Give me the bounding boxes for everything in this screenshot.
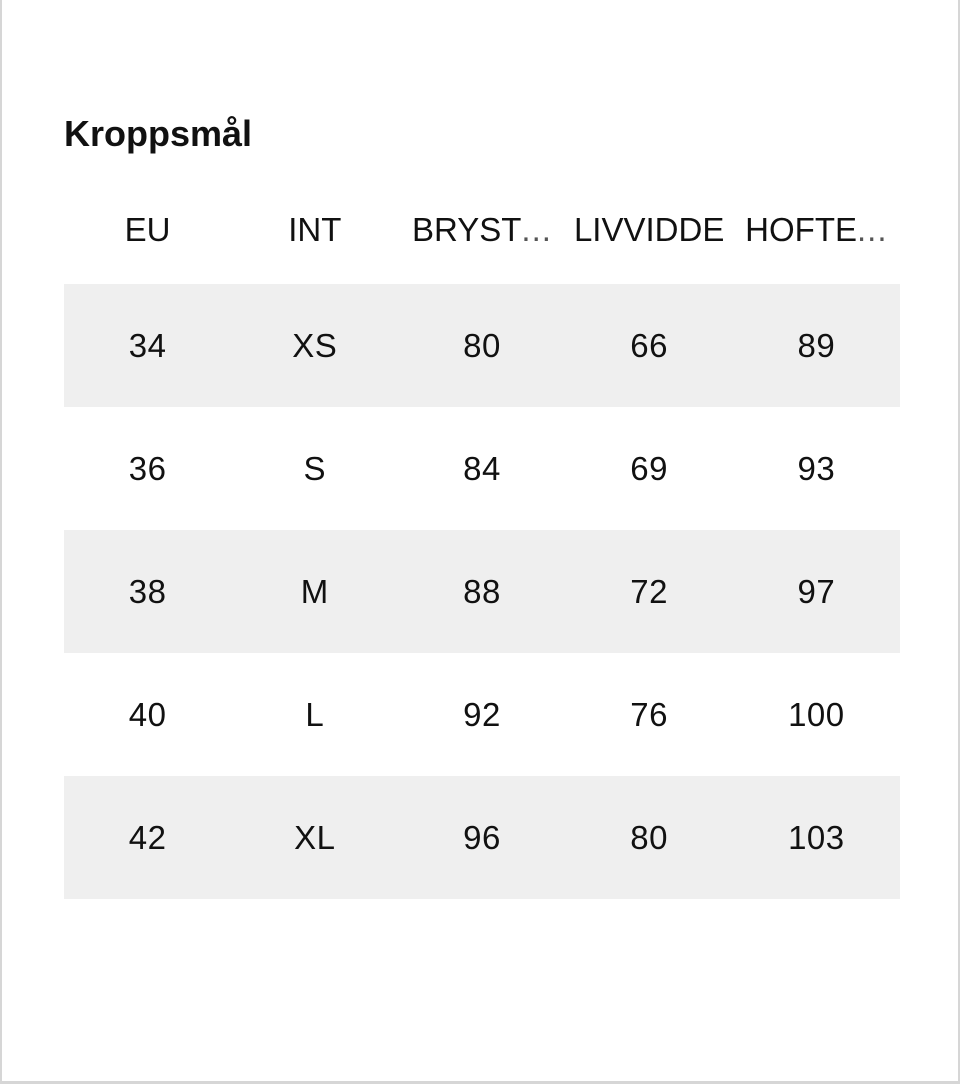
- cell-hofte: 100: [788, 695, 845, 733]
- header-bryst: [398, 190, 565, 250]
- table-row: [64, 530, 900, 653]
- header-bryst-label: BRYST: [411, 211, 522, 248]
- header-livvidde: LIVVIDDE: [573, 211, 725, 248]
- header-hofte: [733, 190, 900, 250]
- cell-int: M: [300, 572, 329, 610]
- cell-eu: 34: [128, 326, 167, 364]
- cell-livvidde: 66: [630, 326, 669, 364]
- cell-bryst: 96: [463, 818, 501, 856]
- table-row: [64, 653, 900, 776]
- cell-int: XS: [292, 326, 338, 364]
- table-row: [64, 284, 900, 407]
- cell-int: L: [305, 695, 325, 733]
- cell-livvidde: 76: [630, 695, 669, 733]
- table-row: [64, 776, 900, 899]
- cell-hofte: 103: [788, 818, 845, 856]
- cell-bryst: 84: [463, 449, 501, 487]
- cell-int: S: [303, 449, 327, 487]
- cell-hofte: 97: [797, 572, 836, 610]
- header-hofte-label: HOFTE: [745, 211, 857, 248]
- header-eu: EU: [124, 211, 171, 248]
- cell-eu: 42: [128, 818, 167, 856]
- header-int: INT: [288, 211, 342, 248]
- cell-livvidde: 72: [630, 572, 669, 610]
- header-hofte-ellipsis: ...: [857, 211, 888, 248]
- cell-hofte: 89: [797, 326, 836, 364]
- cell-bryst: 88: [463, 572, 501, 610]
- cell-hofte: 93: [797, 449, 836, 487]
- cell-livvidde: 80: [630, 818, 669, 856]
- page-title: Kroppsmål: [64, 113, 253, 154]
- cell-bryst: 80: [463, 326, 501, 364]
- cell-eu: 38: [128, 572, 167, 610]
- cell-eu: 36: [128, 449, 167, 487]
- cell-livvidde: 69: [630, 449, 669, 487]
- size-table: [64, 190, 900, 899]
- cell-eu: 40: [128, 695, 167, 733]
- table-row: [64, 407, 900, 530]
- cell-int: XL: [294, 818, 336, 856]
- header-bryst-ellipsis: ...: [521, 211, 552, 248]
- table-header-row: [64, 190, 900, 284]
- cell-bryst: 92: [463, 695, 501, 733]
